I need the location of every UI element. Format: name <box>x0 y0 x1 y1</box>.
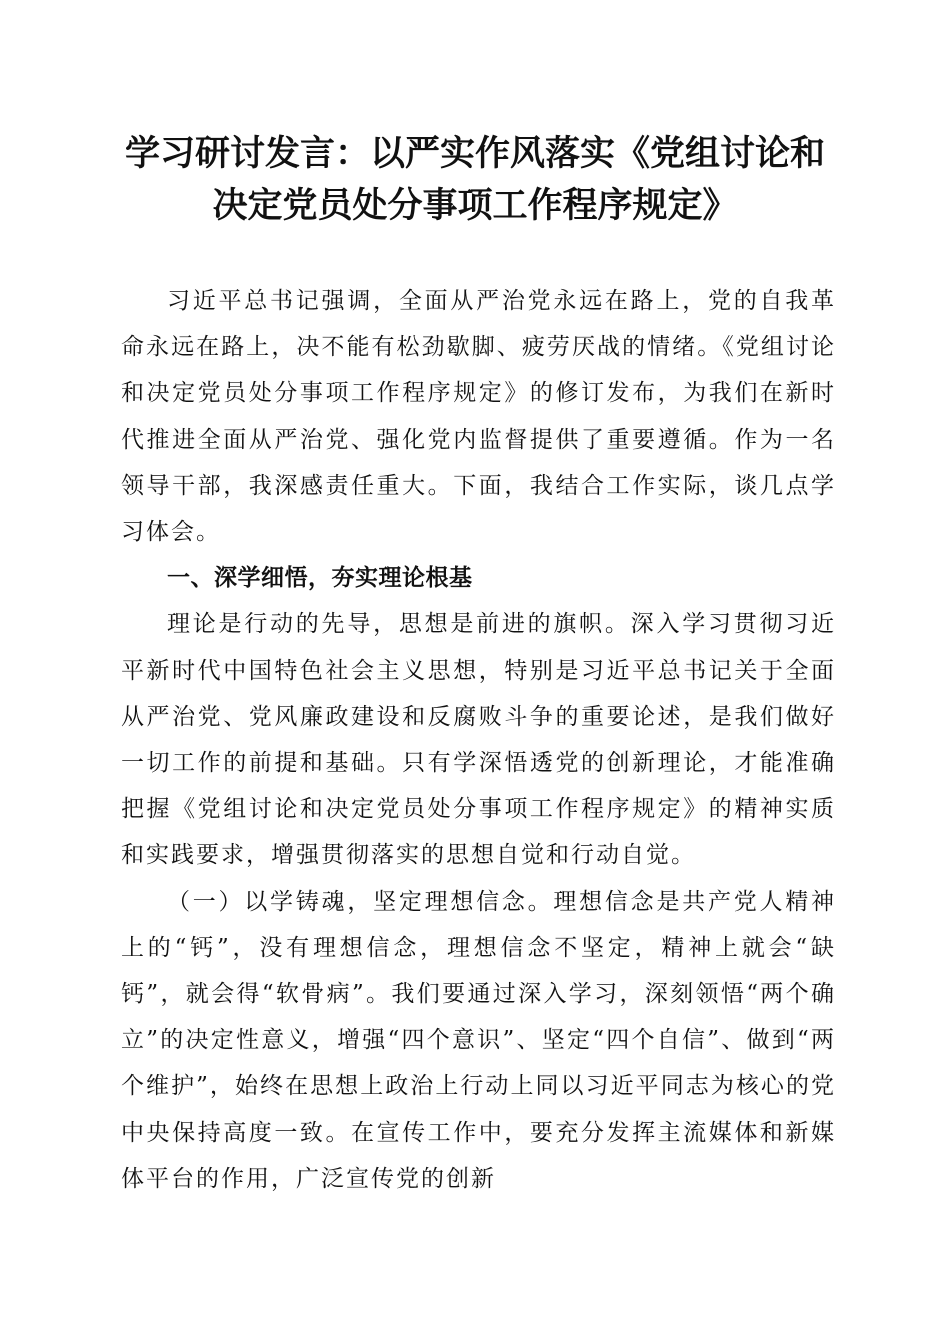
title-line-2: 决定党员处分事项工作程序规定》 <box>212 185 738 226</box>
body-paragraph: 理论是行动的先导，思想是前进的旗帜。深入学习贯彻习近平新时代中国特色社会主义思想，特别是习近平总书记关于全面从严治党、党风廉政建设和反腐败斗争的重要论述，是我们做好一切工作的前提和基础。只有学深悟透党的创新理论，才能准确把握《党组讨论和决定党员处分事项工作程序规定》的精神实质和实践要求，增强贯彻落实的思想自觉和行动自觉。 <box>121 611 836 869</box>
title-line-1: 学习研讨发言：以严实作风落实《党组讨论和 <box>124 133 825 174</box>
section-heading: 一、深学细悟，夯实理论根基 <box>167 565 473 592</box>
intro-paragraph: 习近平总书记强调，全面从严治党永远在路上，党的自我革命永远在路上，决不能有松劲歇脚、疲劳厌战的情绪。《党组讨论和决定党员处分事项工作程序规定》的修订发布，为我们在新时代推进全面从严治党、强化党内监督提供了重要遵循。作为一名领导干部，我深感责任重大。下面，我结合工作实际，谈几点学习体会。 <box>121 288 836 546</box>
subsection-paragraph: （一）以学铸魂，坚定理想信念。理想信念是共产党人精神上的“钙”，没有理想信念，理想信念不坚定，精神上就会“缺钙”，就会得“软骨病”。我们要通过深入学习，深刻领悟“两个确立”的决定性意义，增强“四个意识”、坚定“四个自信”、做到“两个维护”，始终在思想上政治上行动上同以习近平同志为核心的党中央保持高度一致。在宣传工作中，要充分发挥主流媒体和新媒体平台的作用，广泛宣传党的创新 <box>121 888 836 1192</box>
document-body <box>121 278 836 1202</box>
document-title <box>100 128 850 232</box>
